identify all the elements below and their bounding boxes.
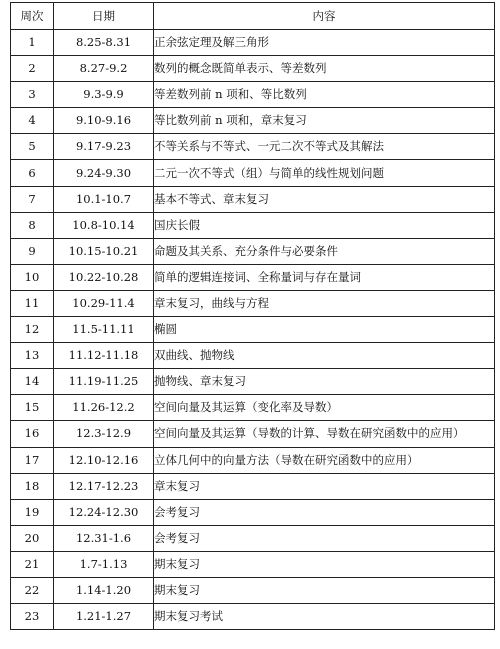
table-row [11,134,495,160]
header-date: 日期 [54,3,154,30]
week-cell: 14 [11,369,54,395]
table-row [11,369,495,395]
content-cell: 立体几何中的向量方法（导数在研究函数中的应用） [154,447,495,473]
date-cell: 8.27-9.2 [54,56,154,82]
table-row [11,290,495,316]
content-cell: 正余弦定理及解三角形 [154,30,495,56]
table-row [11,108,495,134]
date-cell: 9.17-9.23 [54,134,154,160]
date-cell: 8.25-8.31 [54,30,154,56]
content-cell: 双曲线、抛物线 [154,343,495,369]
week-cell: 23 [11,604,54,630]
week-cell: 13 [11,343,54,369]
content-cell: 章末复习 [154,473,495,499]
date-cell: 12.3-12.9 [54,421,154,447]
content-cell: 命题及其关系、充分条件与必要条件 [154,238,495,264]
week-cell: 8 [11,212,54,238]
date-cell: 12.17-12.23 [54,473,154,499]
week-cell: 5 [11,134,54,160]
date-cell: 10.22-10.28 [54,264,154,290]
table-row [11,447,495,473]
week-cell: 3 [11,82,54,108]
content-cell: 基本不等式、章末复习 [154,186,495,212]
table-row [11,551,495,577]
week-cell: 9 [11,238,54,264]
week-cell: 22 [11,577,54,603]
date-cell: 1.21-1.27 [54,604,154,630]
header-row [11,3,495,30]
week-cell: 6 [11,160,54,186]
date-cell: 10.1-10.7 [54,186,154,212]
date-cell: 1.14-1.20 [54,577,154,603]
week-cell: 17 [11,447,54,473]
table-row [11,56,495,82]
date-cell: 12.24-12.30 [54,499,154,525]
date-cell: 12.31-1.6 [54,525,154,551]
week-cell: 20 [11,525,54,551]
week-cell: 18 [11,473,54,499]
table-row [11,395,495,421]
table-row [11,317,495,343]
week-cell: 19 [11,499,54,525]
week-cell: 2 [11,56,54,82]
content-cell: 不等关系与不等式、一元二次不等式及其解法 [154,134,495,160]
week-cell: 12 [11,317,54,343]
content-cell: 章末复习，曲线与方程 [154,290,495,316]
table-row [11,212,495,238]
content-cell: 等差数列前 n 项和、等比数列 [154,82,495,108]
date-cell: 10.29-11.4 [54,290,154,316]
date-cell: 9.24-9.30 [54,160,154,186]
date-cell: 11.19-11.25 [54,369,154,395]
table-row [11,577,495,603]
week-cell: 15 [11,395,54,421]
table-row [11,343,495,369]
date-cell: 11.12-11.18 [54,343,154,369]
content-cell: 期末复习 [154,577,495,603]
content-cell: 空间向量及其运算（变化率及导数） [154,395,495,421]
table-row [11,525,495,551]
week-cell: 21 [11,551,54,577]
content-cell: 椭圆 [154,317,495,343]
date-cell: 9.3-9.9 [54,82,154,108]
date-cell: 12.10-12.16 [54,447,154,473]
table-row [11,421,495,447]
table-row [11,238,495,264]
content-cell: 抛物线、章末复习 [154,369,495,395]
date-cell: 11.26-12.2 [54,395,154,421]
content-cell: 会考复习 [154,525,495,551]
date-cell: 11.5-11.11 [54,317,154,343]
table-row [11,604,495,630]
schedule-table [10,2,495,630]
week-cell: 4 [11,108,54,134]
table-header [11,3,495,30]
table-row [11,82,495,108]
date-cell: 10.8-10.14 [54,212,154,238]
table-row [11,160,495,186]
week-cell: 1 [11,30,54,56]
content-cell: 简单的逻辑连接词、全称量词与存在量词 [154,264,495,290]
content-cell: 二元一次不等式（组）与简单的线性规划问题 [154,160,495,186]
content-cell: 空间向量及其运算（导数的计算、导数在研究函数中的应用） [154,421,495,447]
content-cell: 期末复习 [154,551,495,577]
date-cell: 1.7-1.13 [54,551,154,577]
table-row [11,473,495,499]
week-cell: 16 [11,421,54,447]
week-cell: 11 [11,290,54,316]
week-cell: 10 [11,264,54,290]
content-cell: 会考复习 [154,499,495,525]
date-cell: 9.10-9.16 [54,108,154,134]
content-cell: 数列的概念既简单表示、等差数列 [154,56,495,82]
date-cell: 10.15-10.21 [54,238,154,264]
header-week: 周次 [11,3,54,30]
table-row [11,30,495,56]
content-cell: 等比数列前 n 项和，章末复习 [154,108,495,134]
table-row [11,499,495,525]
table-row [11,264,495,290]
table-body [11,30,495,630]
content-cell: 国庆长假 [154,212,495,238]
week-cell: 7 [11,186,54,212]
table-row [11,186,495,212]
header-content: 内容 [154,3,495,30]
content-cell: 期末复习考试 [154,604,495,630]
